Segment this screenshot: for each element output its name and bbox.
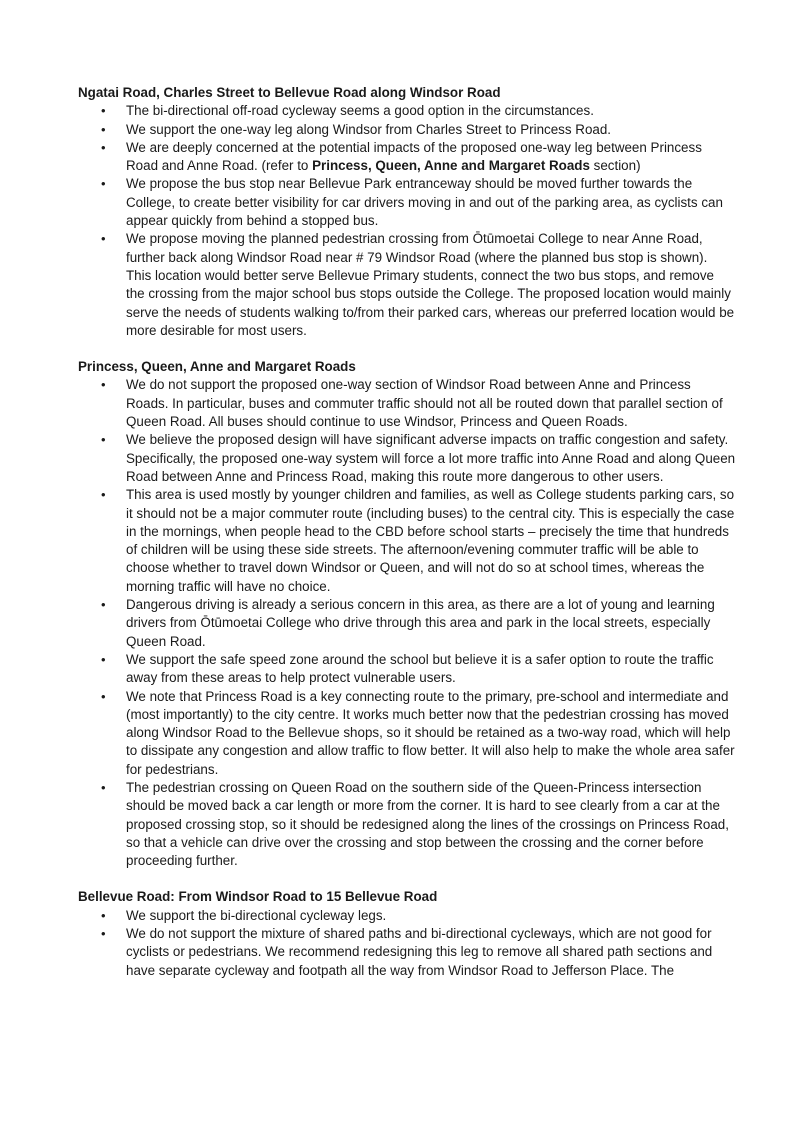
bullet-icon: • <box>101 487 106 503</box>
bullet-item <box>78 907 736 925</box>
text-run: We propose moving the planned pedestrian crossing from Ōtūmoetai College to near Anne Road, further back along Windsor Road near # 79 Windsor Road (where the planned bus stop is shown). This location would better serve Bellevue Primary students, connect the two bus stops, and remove the crossing from the major school bus stops outside the College. The proposed location would mainly serve the needs of students walking to/from their parked cars, whereas our preferred location would be more desirable for most users. <box>126 231 735 338</box>
bullet-icon: • <box>101 121 106 137</box>
bullet-list <box>78 102 736 340</box>
bullet-text <box>126 780 729 868</box>
bullet-icon: • <box>101 651 106 667</box>
bullet-item <box>78 651 736 688</box>
text-run: We note that Princess Road is a key connecting route to the primary, pre-school and intermediate and (most importantly) to the city centre. It works much better now that the pedestrian crossing has moved along Windsor Road to the Bellevue shops, so it should be retained as a two-way road, which will help to dissipate any congestion and allow traffic to flow better. It will also help to make the whole area safer for pedestrians. <box>126 688 735 777</box>
text-run: We propose the bus stop near Bellevue Park entranceway should be moved further towards the College, to create better visibility for car drivers moving in and out of the parking area, as cyclists can appear quickly from behind a stopped bus. <box>126 176 723 229</box>
bullet-item <box>78 688 736 779</box>
text-run: The bi-directional off-road cycleway seems a good option in the circumstances. <box>126 103 594 119</box>
bullet-text <box>126 140 702 173</box>
bullet-icon: • <box>101 597 106 613</box>
bullet-item <box>78 102 736 120</box>
bullet-item <box>78 121 736 139</box>
bullet-text <box>126 122 611 137</box>
bullet-icon: • <box>101 231 106 247</box>
bullet-text <box>126 908 386 923</box>
bullet-icon: • <box>101 377 106 393</box>
text-run: We support the safe speed zone around the school but believe it is a safer option to route the traffic away from these areas to help protect vulnerable users. <box>126 651 714 686</box>
bullet-item <box>78 925 736 980</box>
section-heading: Princess, Queen, Anne and Margaret Roads <box>78 359 356 375</box>
bullet-text <box>126 432 735 484</box>
bullet-text <box>126 926 712 978</box>
bullet-text <box>126 176 723 228</box>
bullet-item <box>78 175 736 230</box>
section-heading: Bellevue Road: From Windsor Road to 15 Bellevue Road <box>78 889 438 905</box>
bullet-text <box>126 487 734 593</box>
bullet-icon: • <box>101 907 106 923</box>
section <box>78 888 736 979</box>
bullet-text <box>126 103 594 118</box>
text-run: We believe the proposed design will have significant adverse impacts on traffic congestion and safety. Specifically, the proposed one-way system will force a lot more traffic into Anne Road and along Queen Road between Anne and Princess Road, making this route more dangerous to other users. <box>126 432 736 484</box>
bullet-list <box>78 907 736 980</box>
bullet-icon: • <box>101 779 106 795</box>
bullet-icon: • <box>101 176 106 192</box>
text-run: We do not support the mixture of shared paths and bi-directional cycleways, which are not good for cyclists or pedestrians. We recommend redesigning this leg to remove all shared path sections and have separate cycleway and footpath all the way from Windsor Road to Jefferson Place. The <box>126 926 713 978</box>
section <box>78 84 736 340</box>
bullet-text <box>126 231 734 337</box>
bullet-item <box>78 230 736 340</box>
section <box>78 358 736 870</box>
document-body <box>78 84 736 980</box>
text-run: Dangerous driving is already a serious concern in this area, as there are a lot of young and learning drivers from Ōtūmoetai College who drive through this area and park in the local streets, especially Queen Road. <box>126 597 715 649</box>
bullet-item <box>78 779 736 870</box>
bullet-item <box>78 431 736 486</box>
bullet-item <box>78 596 736 651</box>
bold-reference: Princess, Queen, Anne and Margaret Roads <box>312 158 590 174</box>
text-run: This area is used mostly by younger children and families, as well as College students parking cars, so it should not be a major commuter route (including buses) to the central city. This is especially the case in the mornings, when people head to the CBD before school starts – precisely the time that hundreds of children will be using these side streets. The afternoon/evening commuter traffic will be able to choose whether to travel down Windsor or Queen, and will not do so at school times, whereas the morning traffic will have no choice. <box>126 487 735 594</box>
bullet-icon: • <box>101 432 106 448</box>
bullet-item <box>78 376 736 431</box>
text-run: We do not support the proposed one-way section of Windsor Road between Anne and Princess Roads. In particular, buses and commuter traffic should not all be routed down that parallel section of Queen Road. All buses should continue to use Windsor, Princess and Queen Roads. <box>126 377 723 430</box>
bullet-icon: • <box>101 926 106 942</box>
bullet-text <box>126 652 714 685</box>
bullet-list <box>78 376 736 870</box>
text-run: The pedestrian crossing on Queen Road on the southern side of the Queen-Princess intersection should be moved back a car length or more from the corner. It is hard to see clearly from a car at the proposed crossing stop, so it should be redesigned along the lines of the crossings on Princess Road, so that a vehicle can drive over the crossing and stop between the crossing and the corner before proceeding further. <box>126 779 729 869</box>
bullet-item <box>78 486 736 596</box>
bullet-text <box>126 689 735 777</box>
bullet-text <box>126 597 715 649</box>
bullet-item <box>78 139 736 176</box>
text-run: We support the one-way leg along Windsor from Charles Street to Princess Road. <box>126 121 612 137</box>
bullet-text <box>126 377 723 429</box>
text-run: We are deeply concerned at the potential impacts of the proposed one-way leg between Princess Road and Anne Road. (refer to <box>126 139 702 174</box>
bullet-icon: • <box>101 688 106 704</box>
section-heading: Ngatai Road, Charles Street to Bellevue Road along Windsor Road <box>78 85 501 100</box>
bullet-icon: • <box>101 139 106 155</box>
text-run: section) <box>589 158 641 174</box>
bullet-icon: • <box>101 103 106 119</box>
text-run: We support the bi-directional cycleway legs. <box>126 907 387 923</box>
